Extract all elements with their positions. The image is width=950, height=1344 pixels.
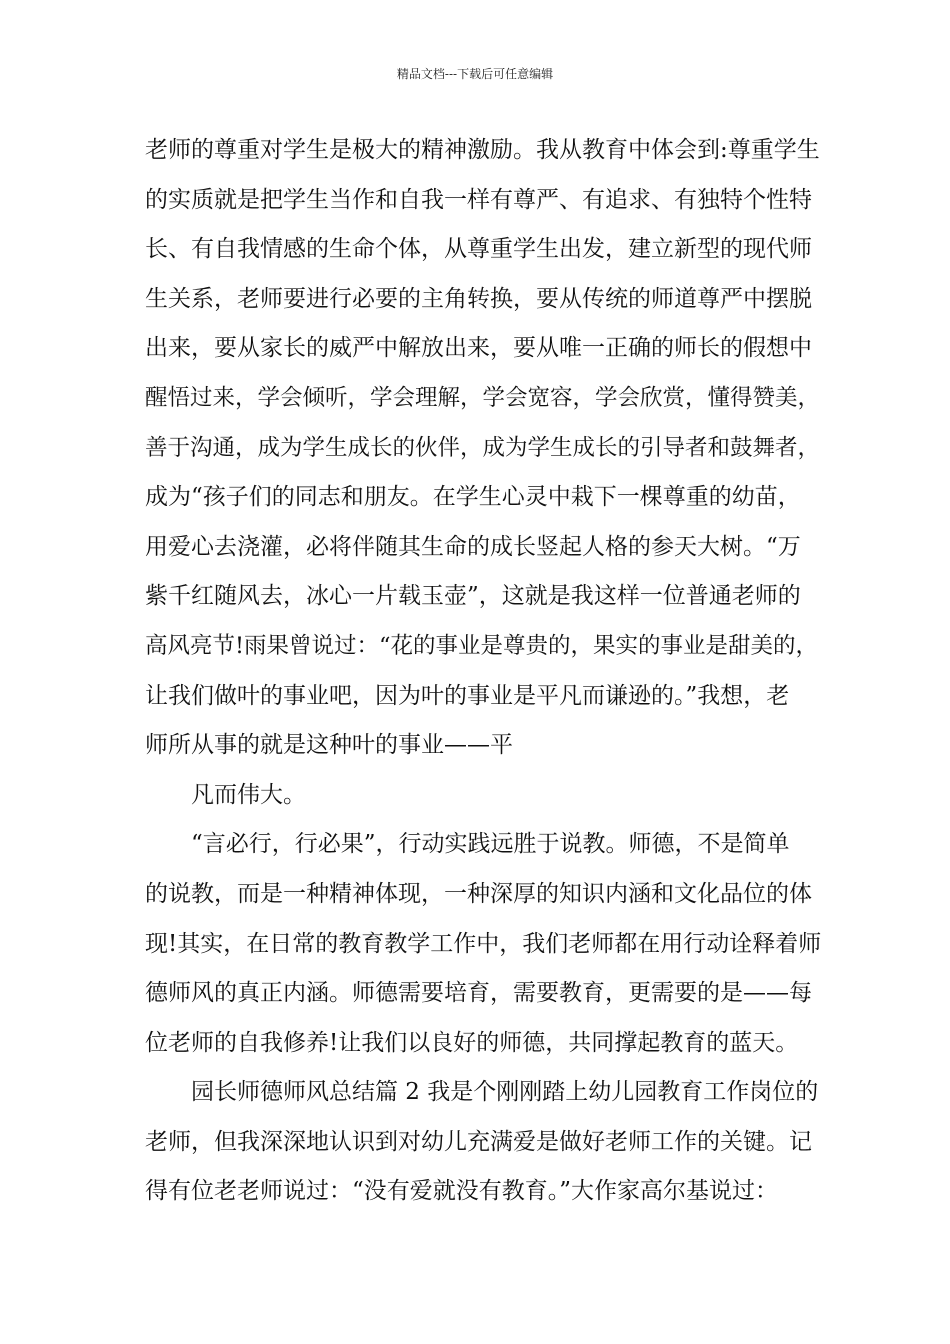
- paragraph: [145, 771, 825, 821]
- paragraph-line: 用爱心去浇灌，必将伴随其生命的成长竖起人格的参天大树。“万: [145, 533, 801, 560]
- paragraph-line: 紫千红随风去，冰心一片载玉壶”，这就是我这样一位普通老师的: [145, 583, 801, 610]
- paragraph-line: 现!其实，在日常的教育教学工作中，我们老师都在用行动诠释着师: [145, 930, 822, 957]
- paragraph-line: 长、有自我情感的生命个体，从尊重学生出发，建立新型的现代师: [145, 236, 812, 263]
- paragraph-line: 位老师的自我修养!让我们以良好的师德，共同撑起教育的蓝天。: [145, 1029, 799, 1056]
- paragraph: [145, 820, 825, 1068]
- paragraph-line: 出来，要从家长的威严中解放出来，要从唯一正确的师长的假想中: [145, 335, 812, 362]
- paragraph: [145, 1068, 825, 1217]
- paragraph-line: 凡而伟大。: [191, 781, 306, 808]
- paragraph-line: 高风亮节!雨果曾说过：“花的事业是尊贵的，果实的事业是甜美的，: [145, 632, 819, 659]
- paragraph-line: 园长师德师风总结篇 2 我是个刚刚踏上幼儿园教育工作岗位的: [191, 1079, 819, 1106]
- paragraph-line: 的实质就是把学生当作和自我一样有尊严、有追求、有独特个性特: [145, 186, 812, 213]
- paragraph: [145, 126, 825, 771]
- page-header: 精品文档---下载后可任意编辑: [396, 67, 554, 81]
- document-body: [145, 126, 825, 1217]
- paragraph-line: 德师风的真正内涵。师德需要培育，需要教育，更需要的是——每: [145, 980, 812, 1007]
- paragraph-line: 老师的尊重对学生是极大的精神激励。我从教育中体会到:尊重学生: [145, 137, 820, 163]
- paragraph-line: 让我们做叶的事业吧，因为叶的事业是平凡而谦逊的。”我想，老: [145, 682, 790, 709]
- paragraph-line: 善于沟通，成为学生成长的伙伴，成为学生成长的引导者和鼓舞者，: [145, 434, 821, 461]
- paragraph-line: 成为“孩子们的同志和朋友。在学生心灵中栽下一棵尊重的幼苗，: [145, 484, 801, 511]
- paragraph-line: “言必行，行必果”，行动实践远胜于说教。师德，不是简单: [191, 831, 790, 858]
- paragraph-line: 生关系，老师要进行必要的主角转换，要从传统的师道尊严中摆脱: [145, 285, 812, 312]
- paragraph-line: 醒悟过来，学会倾听，学会理解，学会宽容，学会欣赏，懂得赞美，: [145, 384, 821, 411]
- paragraph-line: 师所从事的就是这种叶的事业——平: [145, 732, 513, 759]
- paragraph-line: 得有位老老师说过：“没有爱就没有教育。”大作家高尔基说过：: [145, 1178, 779, 1205]
- paragraph-line: 老师，但我深深地认识到对幼儿充满爱是做好老师工作的关键。记: [145, 1128, 812, 1155]
- paragraph-line: 的说教，而是一种精神体现，一种深厚的知识内涵和文化品位的体: [145, 880, 812, 907]
